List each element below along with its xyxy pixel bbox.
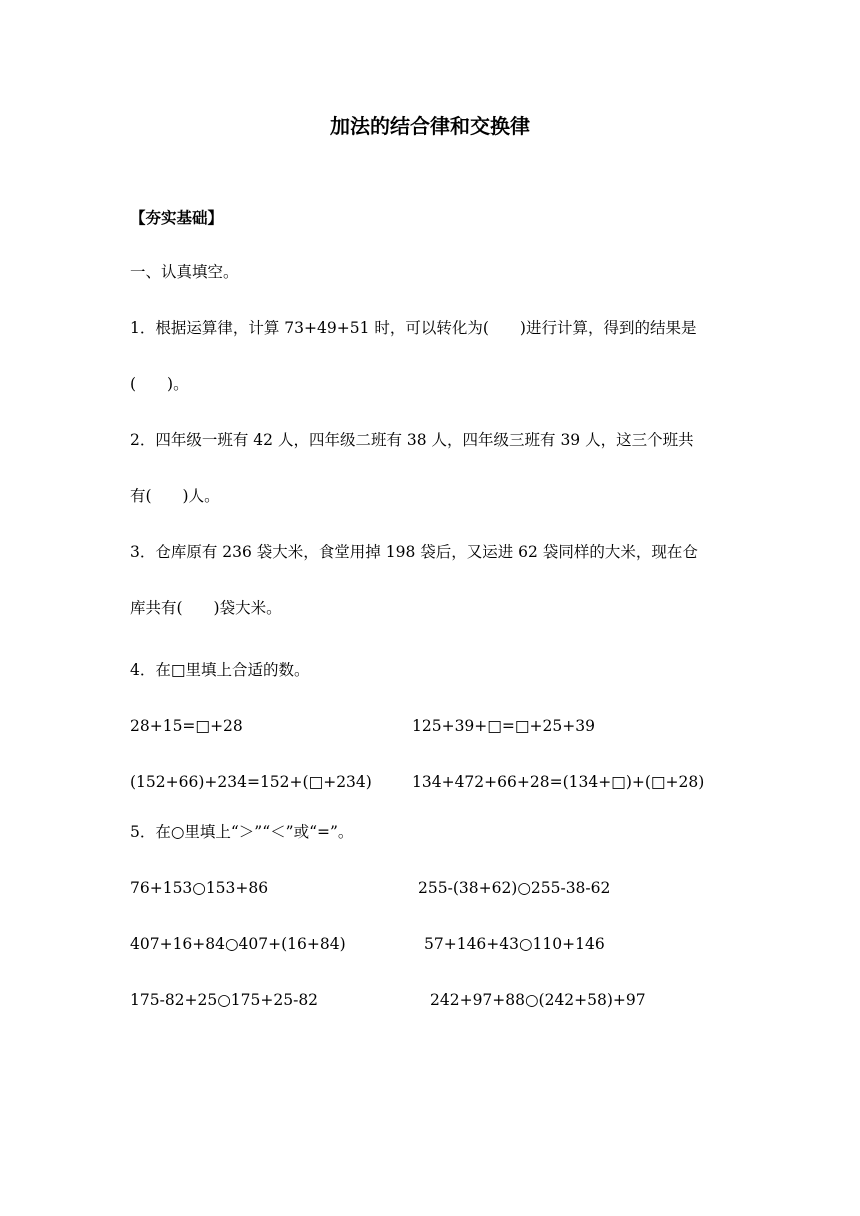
question-4-item: 28+15=□+28 [130,717,243,735]
question-5-item: 175-82+25○175+25-82 [130,991,319,1009]
question-5-item: 255-(38+62)○255-38-62 [418,879,611,897]
question-4-instruction: 4．在□里填上合适的数。 [130,661,310,679]
question-1-line-1: 1．根据运算律，计算 73+49+51 时，可以转化为( )进行计算，得到的结果是 [130,319,697,337]
question-5-item: 407+16+84○407+(16+84) [130,935,346,953]
question-5-item: 57+146+43○110+146 [424,935,605,953]
question-1-line-2: ( )。 [130,375,189,393]
part-heading: 一、认真填空。 [130,263,239,281]
page-title: 加法的结合律和交换律 [330,114,530,138]
question-5-item: 76+153○153+86 [130,879,269,897]
section-heading: 【夯实基础】 [130,209,224,227]
question-4-item: (152+66)+234=152+(□+234) [130,773,372,791]
question-2-line-2: 有( )人。 [130,487,220,505]
question-5-item: 242+97+88○(242+58)+97 [430,991,646,1009]
question-4-item: 134+472+66+28=(134+□)+(□+28) [412,773,705,791]
question-2-line-1: 2．四年级一班有 42 人，四年级二班有 38 人，四年级三班有 39 人，这三个班共 [130,431,694,449]
question-4-item: 125+39+□=□+25+39 [412,717,595,735]
question-3-line-1: 3．仓库原有 236 袋大米，食堂用掉 198 袋后，又运进 62 袋同样的大米，现在仓 [130,543,698,561]
question-3-line-2: 库共有( )袋大米。 [130,599,282,617]
question-5-instruction: 5．在○里填上“＞”“＜”或“=”。 [130,823,354,841]
